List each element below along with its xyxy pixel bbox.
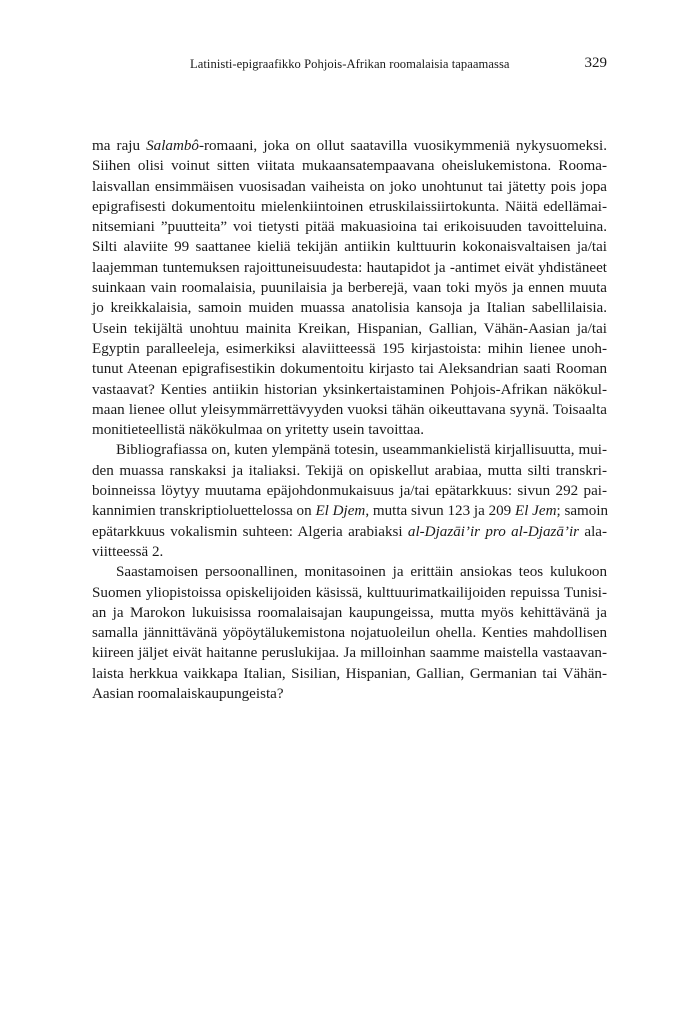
text-run: Usein tekijältä unohtuu mainita Kreikan, Hispanian, Gallian, Vähän-Aasian ja/tai [92, 320, 607, 337]
italic-text: Salambô [146, 138, 199, 154]
text-line [92, 501, 607, 521]
text-run: Suomen yliopistoissa opiskelijoiden käsissä, kulttuurimatkailijoiden repuissa Tunisi- [92, 584, 607, 601]
text-run: Silti alaviite 99 saattanee kieliä tekijän antiikin kulttuurin kokonaisvaltaisen ja/tai [92, 239, 607, 256]
text-run: ma raju [92, 138, 147, 154]
text-run: ; samoin [556, 503, 609, 520]
text-line [92, 197, 607, 217]
text-line [92, 603, 607, 623]
paragraph-1 [92, 136, 607, 440]
text-run: viitteessä 2. [92, 543, 164, 560]
text-line [92, 583, 607, 603]
text-run: boinneissa löytyy muutama epäjohdonmukaisuus ja/tai epätarkkuus: sivun 292 pai- [92, 483, 607, 500]
text-line [92, 278, 607, 298]
text-run: -romaani, joka on ollut saatavilla vuosikymmeniä nykysuomeksi. [198, 138, 608, 154]
text-line [92, 400, 607, 420]
text-line [92, 542, 607, 562]
text-line [92, 420, 607, 440]
text-run: laista herkkua vaikkapa Italian, Sisilian, Hispanian, Gallian, Germanian tai Vähän- [92, 665, 607, 682]
text-line [92, 440, 607, 460]
text-run: Aasian roomalaiskaupungeista? [92, 686, 284, 703]
text-line [92, 562, 607, 582]
text-line [92, 217, 607, 237]
text-line [92, 298, 607, 318]
text-line [92, 258, 607, 278]
text-run: ala- [579, 523, 607, 540]
running-title: Latinisti-epigraafikko Pohjois-Afrikan roomalaisia tapaamassa [190, 57, 510, 71]
italic-text: al-Djazāi’ir pro al-Djazā’ir [407, 523, 580, 540]
text-line [92, 461, 607, 481]
text-run: Saastamoisen persoonallinen, monitasoinen ja erittäin ansiokas teos kulukoon [116, 564, 607, 581]
text-line [92, 319, 607, 339]
text-run: maan lienee ollut yleisymmärrettävyyden vuoksi tähän oikeuttavana syynä. Toisaalta [92, 401, 607, 418]
text-run: nitsemiani ”puutteita” voi tietysti pitää makuasioina tai erikoisuuden tavoitteluina. [92, 219, 607, 236]
text-line [92, 643, 607, 663]
text-run: den muassa ranskaksi ja italiaksi. Tekijä on opiskellut arabiaa, mutta silti transkri- [92, 462, 607, 479]
running-head [92, 57, 607, 75]
paragraph-2 [92, 440, 607, 562]
text-line [92, 156, 607, 176]
text-run: , mutta sivun 123 ja 209 [365, 503, 515, 520]
text-run: tunut Ateenan epigrafisestikin dokumentoitu kirjasto tai Aleksandrian saati Rooman [92, 361, 607, 378]
text-run: Egyptin paralleeleja, esimerkiksi alaviitteessä 195 kirjastoista: mihin lienee unoh- [92, 340, 607, 357]
text-run: laisvallan ensimmäisen vuosisadan vaiheista on joko unohtunut tai jätetty pois jopa [92, 178, 607, 195]
text-run: an ja Marokon lukuisissa roomalaisajan kaupungeissa, mutta myös kehittävänä ja [92, 604, 607, 621]
text-line [92, 481, 607, 501]
text-run: kannimien transkriptioluettelossa on [92, 503, 316, 520]
italic-text: El Jem [515, 503, 557, 520]
text-run: jo kreikkalaisia, samoin muiden muassa anatolisia kansoja ja Italian sabellilaisia. [92, 300, 607, 317]
body-text [92, 136, 607, 704]
text-line [92, 359, 607, 379]
text-run: laajemman tuntemuksen rajoittuneisuudesta: hautapidot ja -antimet eivät yhdistäneet [92, 259, 607, 276]
text-run: kiireen jäljet eivät haitanne peruslukijaa. Ja milloinhan saamme maistella vastaavan- [92, 645, 607, 662]
text-run: monitieteellistä näkökulmaa on yritetty usein tavoittaa. [92, 422, 424, 439]
text-line [92, 380, 607, 400]
text-run: epigrafisesti dokumentoitu mielenkiintoinen etruskilaissiirtokunta. Näitä edellämai- [92, 198, 607, 215]
text-line [92, 177, 607, 197]
text-run: samalla jännittävänä yöpöytälukemistona nojatuoleilun ohella. Kenties mahdollisen [92, 625, 607, 642]
text-run: epätarkkuus vokalismin suhteen: Algeria arabiaksi [92, 523, 408, 540]
text-line [92, 339, 607, 359]
text-line [92, 522, 607, 542]
text-line [92, 623, 607, 643]
text-line [92, 664, 607, 684]
text-run: vastaavat? Kenties antiikin historian yksinkertaistaminen Pohjois-Afrikan näkökul- [92, 381, 607, 398]
text-run: suinkaan vain roomalaisia, puunilaisia ja berberejä, vaan toki myös ja ennen muuta [92, 280, 607, 297]
text-line [92, 237, 607, 257]
text-run: Bibliografiassa on, kuten ylempänä totesin, useammankielistä kirjallisuutta, mui- [116, 442, 607, 459]
page-number: 329 [584, 55, 607, 71]
text-line [92, 136, 607, 156]
text-run: Siihen olisi voinut sitten viitata mukaansatempaavana oheislukemistona. Rooma- [92, 158, 607, 175]
paragraph-3 [92, 562, 607, 704]
text-line [92, 684, 607, 704]
italic-text: El Djem [315, 503, 366, 520]
